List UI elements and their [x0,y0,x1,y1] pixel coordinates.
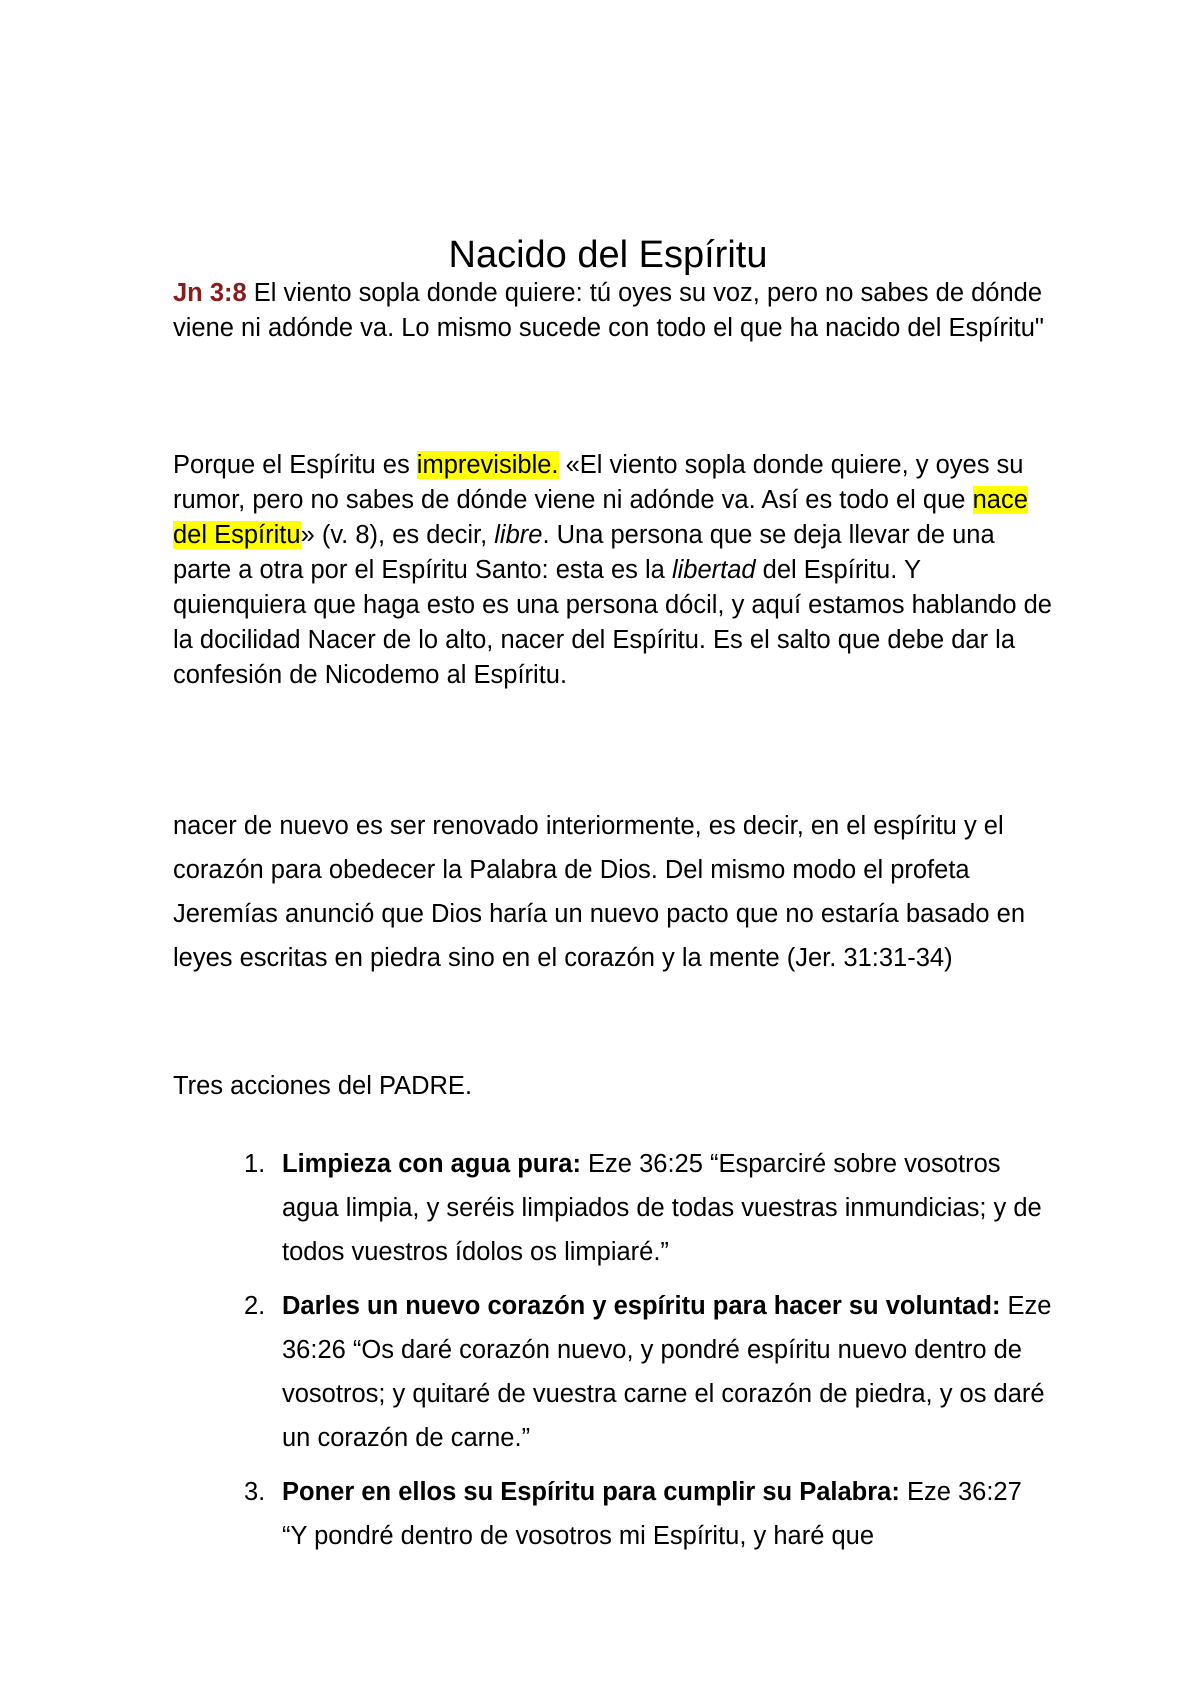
list-number: 1. [244,1150,266,1178]
spirit-text-4: . Una persona que se deja llevar de una parte a otra por el Espíritu Santo: esta es la [173,521,995,584]
highlight-imprevisible: imprevisible. [416,451,559,479]
highlight-nace-del-espiritu: nace del Espíritu [173,486,1028,549]
list-item-heading: Limpieza con agua pura: [282,1150,581,1178]
list-item-text: Eze 36:25 “Esparciré sobre vosotros agua limpia, y seréis limpiados de todas vuestras inmundicias; y de todos vuestros ídolos os limpiaré.” [282,1150,1042,1266]
verse-paragraph [173,276,1053,346]
spirit-text-2: «El viento sopla donde quiere, y oyes su rumor, pero no sabes de dónde viene ni adónde va. Así es todo el que [173,451,1024,514]
list-item [0,1142,1052,1274]
verse-text: El viento sopla donde quiere: tú oyes su voz, pero no sabes de dónde viene ni adónde va. Lo mismo sucede con todo el que ha nacido del Espíritu" [173,279,1044,342]
spirit-text-1: Porque el Espíritu es [173,451,417,479]
spirit-text-3: » (v. 8), es decir, [300,521,495,549]
list-item-heading: Darles un nuevo corazón y espíritu para hacer su voluntad: [282,1292,1001,1320]
list-item [0,1470,1052,1558]
spirit-text-5: del Espíritu. Y quienquiera que haga esto es una persona dócil, y aquí estamos hablando de la docilidad Nacer de lo alto, nacer del Espíritu. Es el salto que debe dar la confesión de Nicodemo al Espíritu. [173,556,1052,689]
list-number: 3. [244,1478,266,1506]
list-item-text: Eze 36:27 “Y pondré dentro de vosotros mi Espíritu, y haré que [282,1478,1022,1550]
list-number: 2. [244,1292,266,1320]
renewal-paragraph: nacer de nuevo es ser renovado interiormente, es decir, en el espíritu y el corazón para obedecer la Palabra de Dios. Del mismo modo el profeta Jeremías anunció que Dios haría un nuevo pacto que no estaría basado en leyes escritas en piedra sino en el corazón y la mente (Jer. 31:31-34) [173,812,1025,972]
spirit-paragraph [173,448,1053,693]
italic-libertad: libertad [671,556,756,584]
verse-reference: Jn 3:8 [173,279,247,307]
page-title: Nacido del Espíritu [448,234,768,277]
italic-libre: libre [494,521,543,549]
list-item [0,1284,1052,1460]
actions-heading: Tres acciones del PADRE. [173,1072,473,1100]
list-item-heading: Poner en ellos su Espíritu para cumplir su Palabra: [282,1478,900,1506]
actions-list [0,1142,1200,1568]
list-item-text: Eze 36:26 “Os daré corazón nuevo, y pondré espíritu nuevo dentro de vosotros; y quitaré de vuestra carne el corazón de piedra, y os daré un corazón de carne.” [282,1292,1052,1452]
